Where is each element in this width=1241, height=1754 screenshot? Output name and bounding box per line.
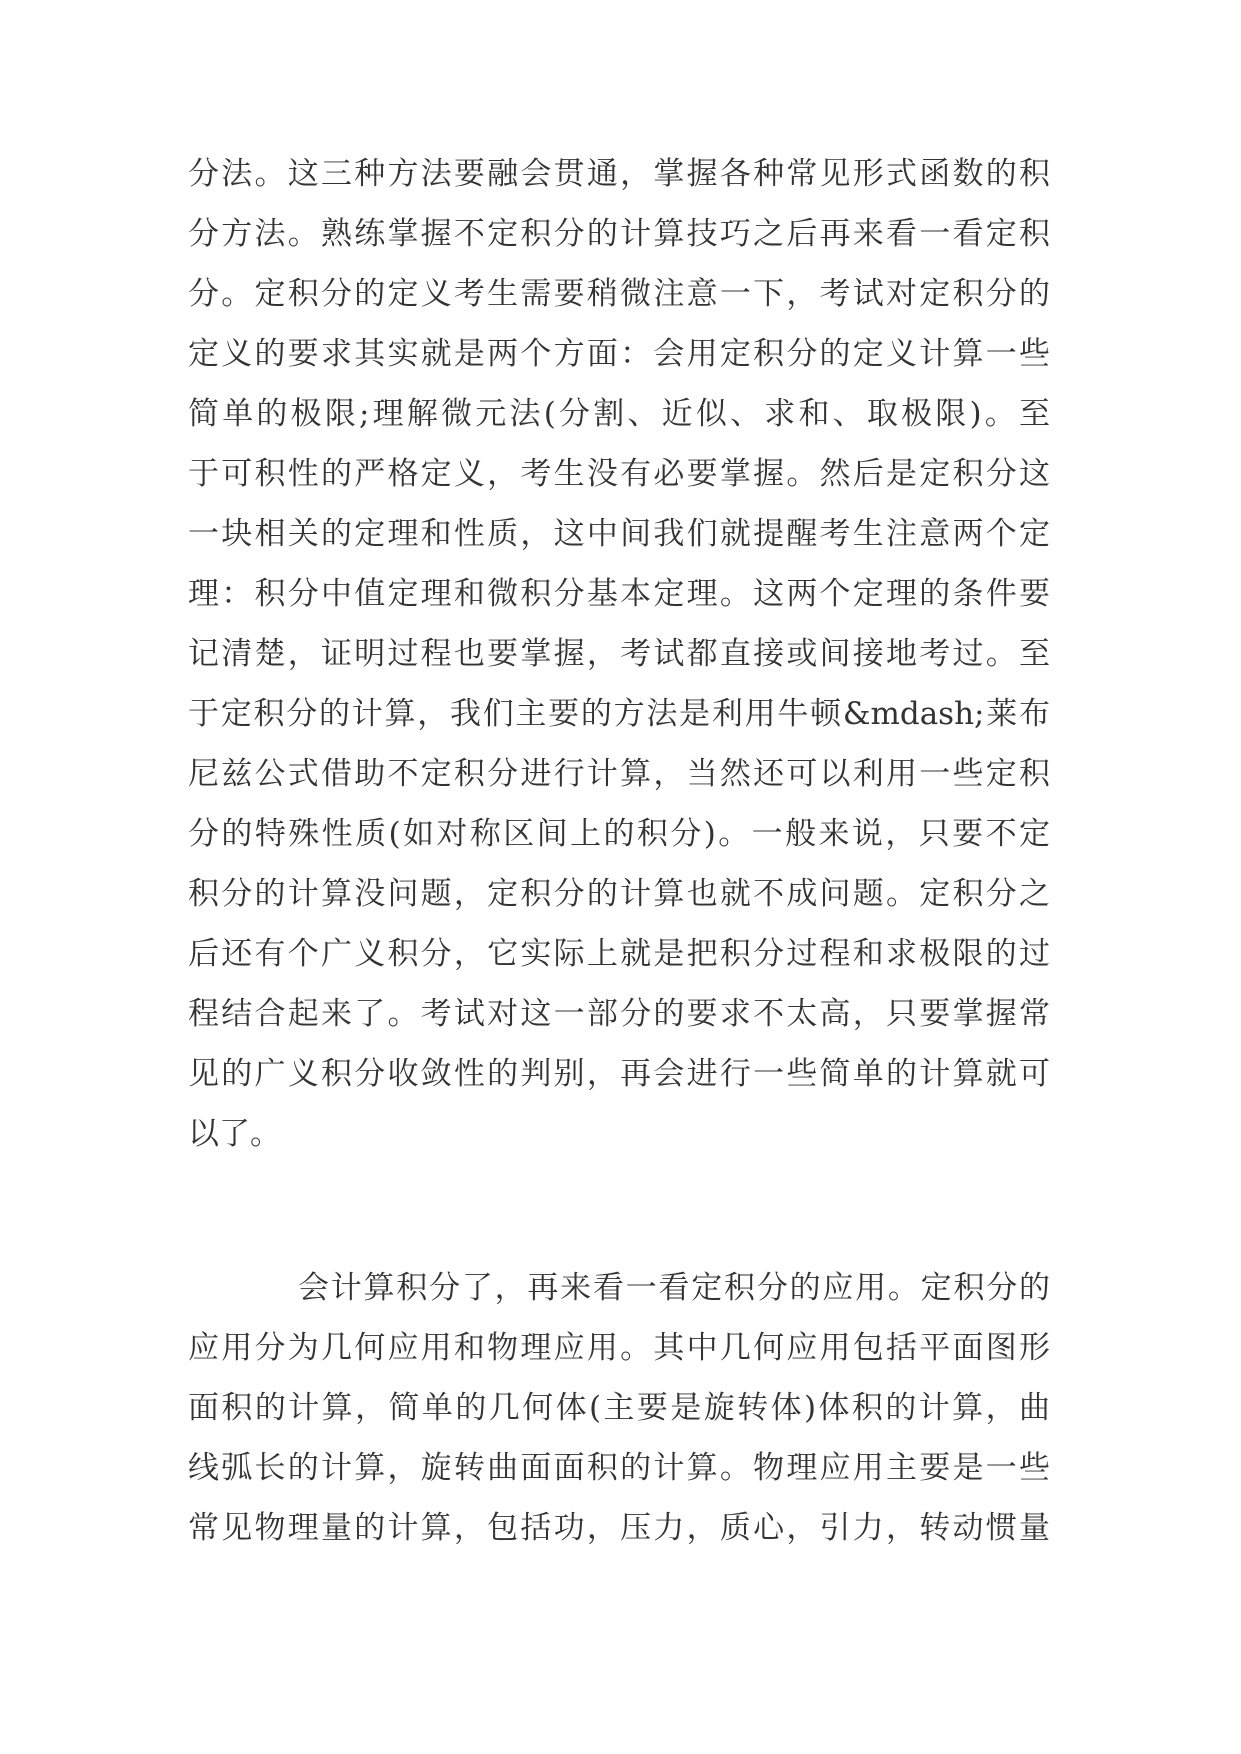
text-line: 定义的要求其实就是两个方面：会用定积分的定义计算一些 <box>188 336 1050 372</box>
text-line: 于可积性的严格定义，考生没有必要掌握。然后是定积分这 <box>188 456 1050 492</box>
text-line: 于定积分的计算，我们主要的方法是利用牛顿&mdash;莱布 <box>188 696 1050 732</box>
text-line: 程结合起来了。考试对这一部分的要求不太高，只要掌握常 <box>188 996 1050 1032</box>
text-line: 应用分为几何应用和物理应用。其中几何应用包括平面图形 <box>188 1330 1050 1366</box>
text-line: 一块相关的定理和性质，这中间我们就提醒考生注意两个定 <box>188 516 1050 552</box>
text-line: 分法。这三种方法要融会贯通，掌握各种常见形式函数的积 <box>188 156 1050 192</box>
text-line: 尼兹公式借助不定积分进行计算，当然还可以利用一些定积 <box>188 756 1050 792</box>
text-line: 记清楚，证明过程也要掌握，考试都直接或间接地考过。至 <box>188 636 1050 672</box>
text-line: 积分的计算没问题，定积分的计算也就不成问题。定积分之 <box>188 876 1050 912</box>
text-line: 面积的计算，简单的几何体(主要是旋转体)体积的计算，曲 <box>188 1390 1050 1426</box>
text-line: 线弧长的计算，旋转曲面面积的计算。物理应用主要是一些 <box>188 1450 1050 1486</box>
text-line: 后还有个广义积分，它实际上就是把积分过程和求极限的过 <box>188 936 1050 972</box>
text-line: 常见物理量的计算，包括功，压力，质心，引力，转动惯量 <box>188 1510 1050 1546</box>
text-line: 分方法。熟练掌握不定积分的计算技巧之后再来看一看定积 <box>188 216 1050 252</box>
text-line: 见的广义积分收敛性的判别，再会进行一些简单的计算就可 <box>188 1056 1050 1092</box>
text-line: 分的特殊性质(如对称区间上的积分)。一般来说，只要不定 <box>188 816 1050 852</box>
text-line: 以了。 <box>188 1116 281 1152</box>
text-line: 分。定积分的定义考生需要稍微注意一下，考试对定积分的 <box>188 276 1050 312</box>
text-line: 会计算积分了，再来看一看定积分的应用。定积分的 <box>298 1270 1050 1306</box>
text-line: 简单的极限;理解微元法(分割、近似、求和、取极限)。至 <box>188 396 1050 432</box>
text-line: 理：积分中值定理和微积分基本定理。这两个定理的条件要 <box>188 576 1050 612</box>
